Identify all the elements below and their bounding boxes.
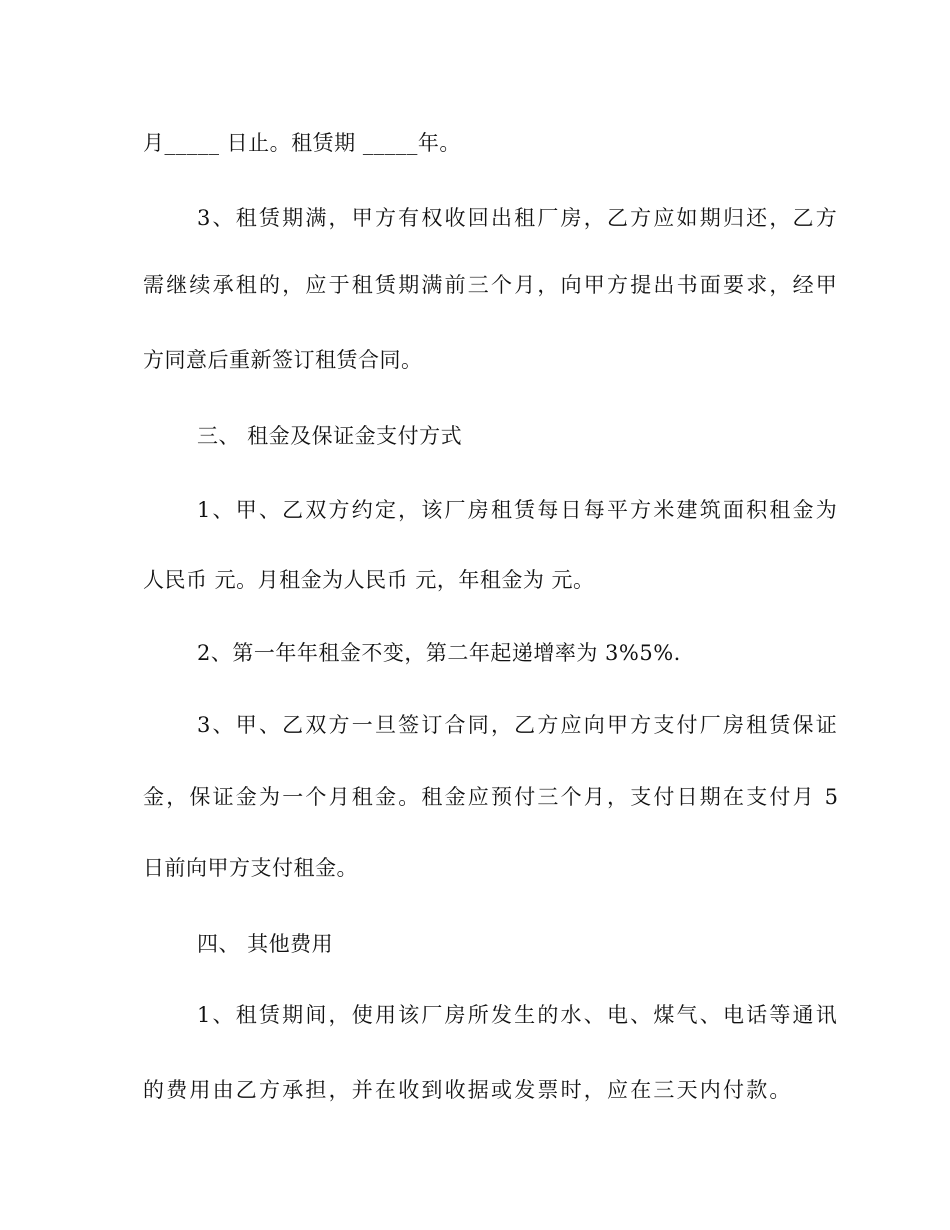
text-line: 的费用由乙方承担，并在收到收据或发票时，应在三天内付款。 [143,1078,793,1102]
text-line: 1、甲、乙双方约定，该厂房租赁每日每平方米建筑面积租金为 [197,498,839,522]
text-line: 需继续承租的，应于租赁期满前三个月，向甲方提出书面要求，经甲 [143,273,839,297]
text-line: 金，保证金为一个月租金。租金应预付三个月，支付日期在支付月 5 [143,785,841,809]
text-line: 3、甲、乙双方一旦签订合同，乙方应向甲方支付厂房租赁保证 [197,713,839,737]
text-line: 月_____ 日止。租赁期 _____年。 [143,131,461,155]
text-line: 3、租赁期满，甲方有权收回出租厂房，乙方应如期归还，乙方 [197,206,839,230]
section-heading: 三、 租金及保证金支付方式 [197,424,463,448]
section-heading: 四、 其他费用 [197,932,334,956]
text-line: 1、租赁期间，使用该厂房所发生的水、电、煤气、电话等通讯 [197,1003,839,1027]
text-line: 人民币 元。月租金为人民币 元，年租金为 元。 [143,568,595,592]
text-line: 日前向甲方支付租金。 [143,856,358,880]
text-line: 2、第一年年租金不变，第二年起递增率为 3%5%. [197,641,681,665]
text-line: 方同意后重新签订租赁合同。 [143,348,423,372]
